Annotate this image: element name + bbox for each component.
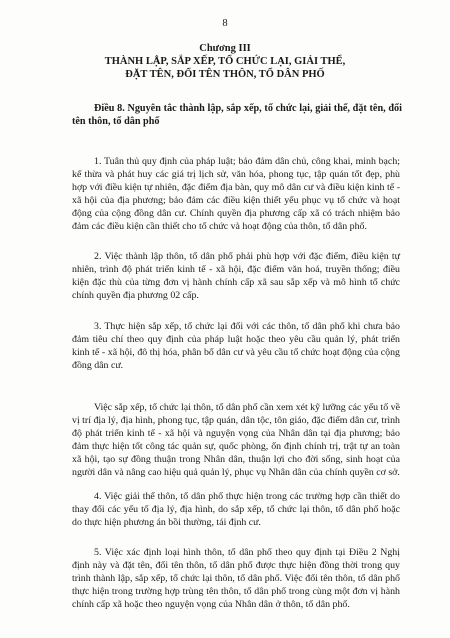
- chapter-header: [60, 42, 390, 81]
- chapter-heading-line-1: THÀNH LẬP, SẮP XẾP, TỔ CHỨC LẠI, GIẢI THỂ,: [104, 56, 346, 67]
- paragraph-3-continued: Việc sắp xếp, tổ chức lại thôn, tổ dân phố cần xem xét kỹ lưỡng các yếu tố về vị trí địa lý, địa hình, phong tục, tập quán, dân tộc, tôn giáo, đặc điểm dân cư, trình độ phát triển kinh tế - xã hội và nguyện vọng của Nhân dân tại địa phương; bảo đảm thực hiện tốt công tác quản sự, quốc phòng, ổn định chính trị, trật tự an toàn xã hội, tạo sự đồng thuận trong Nhân dân, thuận lợi cho đời sống, sinh hoạt của người dân và nâng cao hiệu quả quản lý, phục vụ Nhân dân của chính quyền cơ sở.: [72, 402, 401, 479]
- paragraph-1: 1. Tuân thủ quy định của pháp luật; bảo đảm dân chủ, công khai, minh bạch; kế thừa và phát huy các giá trị lịch sử, văn hóa, phong tục, tập quán tốt đẹp, phù hợp với điều kiện tự nhiên, đặc điểm địa bàn, quy mô dân cư và điều kiện kinh tế - xã hội của địa phương; bảo đảm các điều kiện thiết yếu phục vụ tổ chức và hoạt động của cộng đồng dân cư. Chính quyền địa phương cấp xã có trách nhiệm bảo đảm các điều kiện cần thiết cho tổ chức và hoạt động của thôn, tổ dân phố.: [72, 156, 400, 233]
- chapter-heading-line-2: ĐẶT TÊN, ĐỔI TÊN THÔN, TỔ DÂN PHỐ: [125, 69, 325, 80]
- article-title: Điều 8. Nguyên tắc thành lập, sắp xếp, tổ chức lại, giải thể, đặt tên, đổi tên thôn, tổ dân phố: [72, 103, 402, 127]
- page-number: 8: [222, 18, 228, 29]
- paragraph-3: 3. Thực hiện sắp xếp, tổ chức lại đối với các thôn, tổ dân phố khi chưa bảo đảm tiêu chí theo quy định của pháp luật hoặc theo yêu cầu quản lý, phát triển kinh tế - xã hội, đô thị hóa, phân bố dân cư và yêu cầu tổ chức hoạt động của cộng đồng dân cư.: [72, 321, 400, 372]
- paragraph-5: 5. Việc xác định loại hình thôn, tổ dân phố theo quy định tại Điều 2 Nghị định này và đặt tên, đổi tên thôn, tổ dân phố được thực hiện đồng thời trong quy trình thành lập, sắp xếp, tổ chức lại thôn, tổ dân phố. Việc đổi tên thôn, tổ dân phố thực hiện trong trường hợp trùng tên thôn, tổ dân phố trong cùng một đơn vị hành chính cấp xã hoặc theo nguyện vọng của Nhân dân ở thôn, tổ dân phố.: [72, 547, 400, 611]
- paragraph-2: 2. Việc thành lập thôn, tổ dân phố phải phù hợp với đặc điểm, điều kiện tự nhiên, trình độ phát triển kinh tế - xã hội, đặc điểm văn hoá, truyền thống; điều kiện đặc thù của từng đơn vị hành chính cấp xã sau sắp xếp và mô hình tổ chức chính quyền địa phương 02 cấp.: [72, 251, 400, 302]
- paragraph-4: 4. Việc giải thể thôn, tổ dân phố thực hiện trong các trường hợp cần thiết do thay đổi các yếu tố địa lý, địa hình, do sắp xếp, tổ chức lại thôn, tổ dân phố hoặc do thực hiện phương án bồi thường, tái định cư.: [72, 491, 400, 529]
- chapter-title: Chương III: [199, 43, 251, 54]
